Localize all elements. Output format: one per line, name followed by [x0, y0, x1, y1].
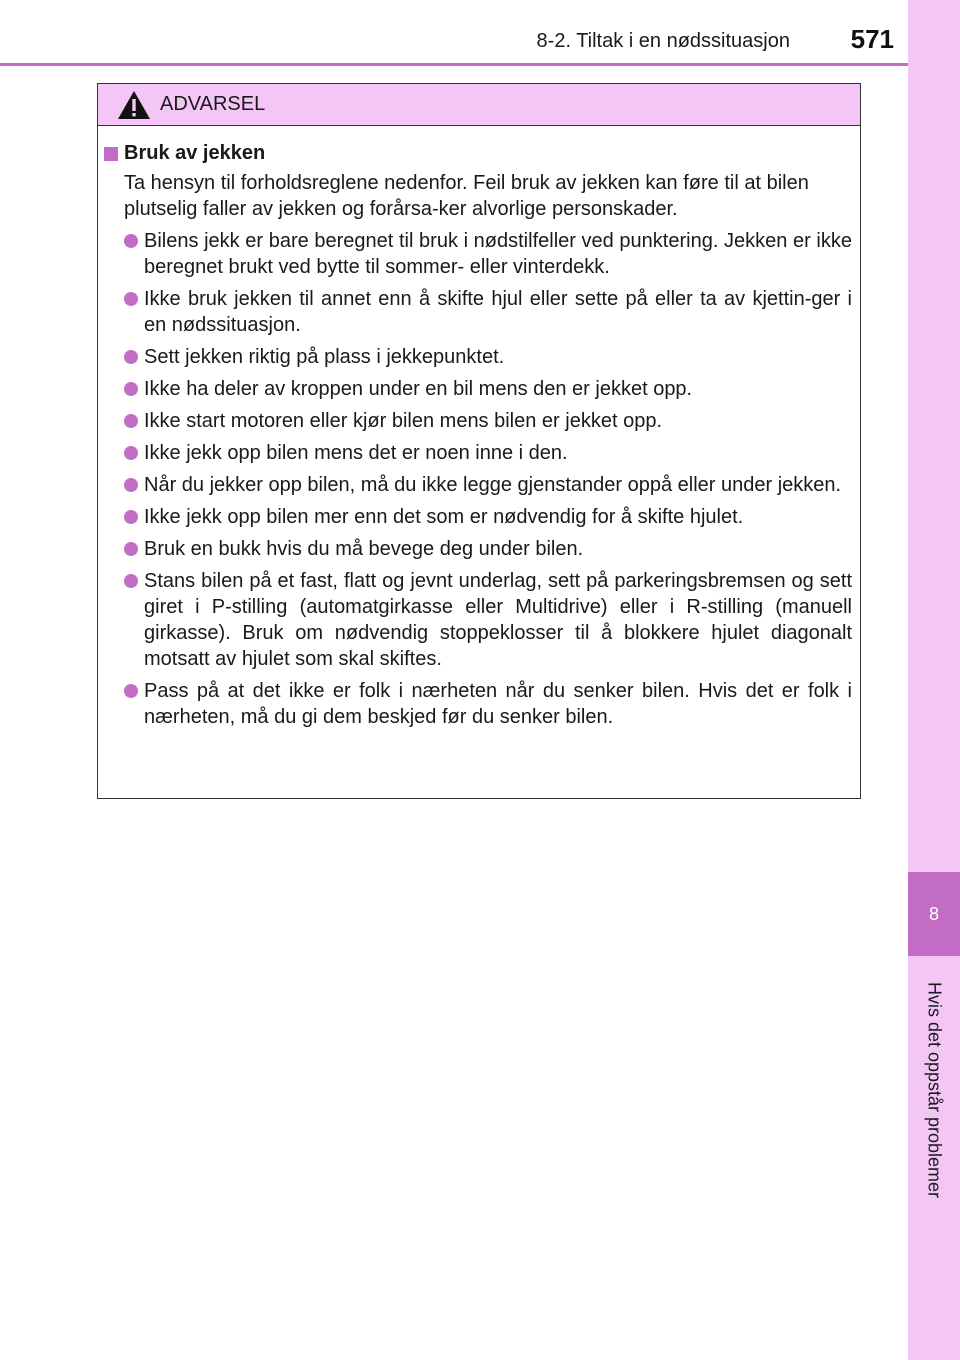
list-item-text: Bilens jekk er bare beregnet til bruk i nødstilfeller ved punktering. Jekken er ikke beregnet brukt ved bytte til sommer- eller vinterdekk.: [144, 230, 852, 278]
bullet-dot-icon: [124, 510, 138, 524]
warning-header: [98, 84, 860, 126]
precaution-list: [102, 228, 852, 730]
bullet-dot-icon: [124, 684, 138, 698]
warning-title: ADVARSEL: [160, 93, 266, 115]
list-item-text: Ikke jekk opp bilen mens det er noen inne i den.: [144, 442, 568, 464]
bullet-dot-icon: [124, 574, 138, 588]
chapter-number-tab[interactable]: 8: [908, 872, 960, 956]
warning-box: [97, 83, 861, 799]
list-item: [102, 376, 852, 402]
list-item-text: Ikke jekk opp bilen mer enn det som er nødvendig for å skifte hjulet.: [144, 506, 744, 528]
bullet-dot-icon: [124, 382, 138, 396]
list-item: [102, 568, 852, 672]
list-item: [102, 504, 852, 530]
list-item-text: Ikke bruk jekken til annet enn å skifte hjul eller sette på eller ta av kjettin-ger i en nødssituasjon.: [144, 288, 852, 336]
list-item-text: Når du jekker opp bilen, må du ikke legge gjenstander oppå eller under jekken.: [144, 474, 842, 496]
intro-text: Ta hensyn til forholdsreglene nedenfor. Feil bruk av jekken kan føre til at bilen plutselig faller av jekken og forårsa-ker alvorlige personskader.: [124, 172, 809, 220]
page-number: 571: [850, 24, 894, 54]
list-item-text: Bruk en bukk hvis du må bevege deg under bilen.: [144, 538, 584, 560]
list-item-text: Pass på at det ikke er folk i nærheten når du senker bilen. Hvis det er folk i nærheten, må du gi dem beskjed før du senker bilen.: [144, 680, 852, 728]
bullet-dot-icon: [124, 350, 138, 364]
bullet-dot-icon: [124, 478, 138, 492]
list-item: [102, 678, 852, 730]
bullet-dot-icon: [124, 292, 138, 306]
header-rule: [0, 63, 908, 66]
list-item: [102, 440, 852, 466]
bullet-dot-icon: [124, 234, 138, 248]
list-item-text: Ikke start motoren eller kjør bilen mens bilen er jekket opp.: [144, 410, 662, 432]
list-item: [102, 228, 852, 280]
list-item: [102, 286, 852, 338]
list-item: [102, 536, 852, 562]
bullet-dot-icon: [124, 446, 138, 460]
chapter-title: Hvis det oppstår problemer: [924, 981, 945, 1199]
list-item-text: Sett jekken riktig på plass i jekkepunktet.: [144, 346, 505, 368]
list-item-text: Stans bilen på et fast, flatt og jevnt underlag, sett på parkeringsbremsen og sett giret i P-stilling (automatgirkasse eller Multidrive) eller i R-stilling (manuell girkasse). Bruk om nødvendig stoppeklosser til å blokkere hjulet diagonalt motsatt av hjulet som skal skiftes.: [144, 570, 852, 670]
list-item: [102, 472, 852, 498]
bullet-dot-icon: [124, 542, 138, 556]
bullet-dot-icon: [124, 414, 138, 428]
section-title: 8-2. Tiltak i en nødssituasjon: [536, 30, 790, 52]
list-item-text: Ikke ha deler av kroppen under en bil mens den er jekket opp.: [144, 378, 693, 400]
list-item: [102, 408, 852, 434]
square-bullet-icon: [104, 147, 118, 161]
list-item: [102, 344, 852, 370]
warning-triangle-icon: [117, 90, 151, 120]
topic-heading: [102, 142, 852, 165]
warning-body: [98, 126, 860, 730]
topic-title: Bruk av jekken: [124, 142, 266, 164]
